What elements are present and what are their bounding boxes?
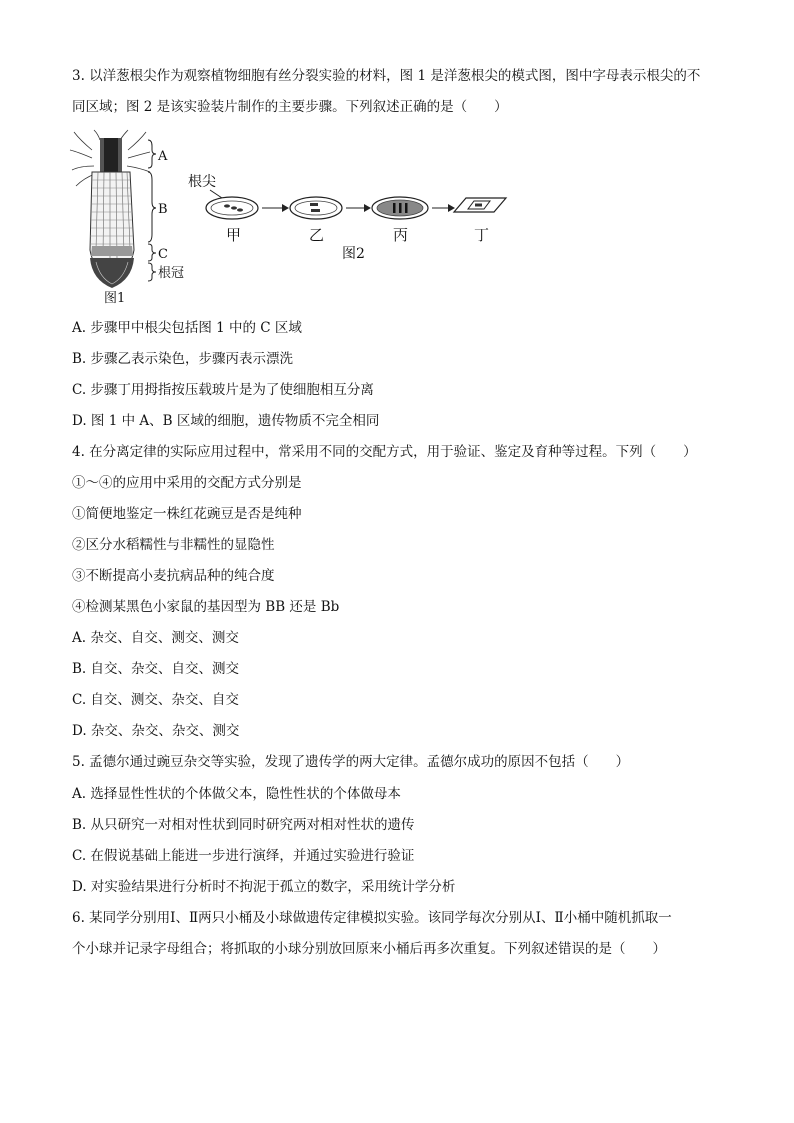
q4-item-1: ①简便地鉴定一株红花豌豆是否是纯种 (72, 506, 302, 522)
q4-option-b: B. 自交、杂交、自交、测交 (72, 661, 240, 677)
figure1-brackets (148, 140, 156, 281)
q5-option-c: C. 在假说基础上能进一步进行演绎，并通过实验进行验证 (72, 848, 415, 864)
q3-stem-line1: 3. 以洋葱根尖作为观察植物细胞有丝分裂实验的材料，图 1 是洋葱根尖的模式图，图中字母表示根尖的不 (72, 68, 701, 84)
q3-option-a: A. 步骤甲中根尖包括图 1 中的 C 区域 (72, 320, 302, 336)
figure2-step-ding-label: 丁 (474, 226, 490, 244)
figure2-root-tip-label: 根尖 (188, 174, 216, 190)
q4-stem-line1: 4. 在分离定律的实际应用过程中，常采用不同的交配方式，用于验证、鉴定及育种等过程。下列（ ） (72, 444, 697, 460)
q4-item-4: ④检测某黑色小家鼠的基因型为 BB 还是 Bb (72, 599, 340, 615)
q4-option-d: D. 杂交、杂交、杂交、测交 (72, 723, 240, 739)
q4-item-2: ②区分水稻糯性与非糯性的显隐性 (72, 537, 275, 553)
figure2-step-jia-label: 甲 (226, 226, 242, 244)
figure1-root-tip-drawing (70, 130, 150, 288)
figure1-label-c: C (158, 247, 168, 262)
q5-option-b: B. 从只研究一对相对性状到同时研究两对相对性状的遗传 (72, 817, 415, 833)
q3-option-b: B. 步骤乙表示染色，步骤丙表示漂洗 (72, 351, 294, 367)
q3-figures (0, 0, 794, 320)
figure2-caption: 图2 (342, 246, 365, 262)
figure2-slide-ding (454, 198, 506, 212)
figure1-label-a: A (158, 149, 168, 164)
figure2-arrowhead-3 (448, 204, 455, 212)
q5-option-d: D. 对实验结果进行分析时不拘泥于孤立的数字，采用统计学分析 (72, 879, 456, 895)
q4-item-3: ③不断提高小麦抗病品种的纯合度 (72, 568, 275, 584)
q4-option-c: C. 自交、测交、杂交、自交 (72, 692, 239, 708)
q3-stem-line2: 同区域；图 2 是该实验装片制作的主要步骤。下列叙述正确的是（ ） (72, 99, 508, 115)
q3-option-c: C. 步骤丁用拇指按压载玻片是为了使细胞相互分离 (72, 382, 374, 398)
figure1-label-root-cap: 根冠 (158, 266, 185, 281)
figure2-arrowhead-1 (282, 204, 289, 212)
q3-option-d: D. 图 1 中 A、B 区域的细胞，遗传物质不完全相同 (72, 413, 380, 429)
q6-stem-line1: 6. 某同学分别用Ⅰ、Ⅱ两只小桶及小球做遗传定律模拟实验。该同学每次分别从Ⅰ、Ⅱ小桶中随机抓取一 (72, 910, 672, 926)
figure2-dish-yi (290, 197, 342, 219)
q5-option-a: A. 选择显性性状的个体做父本，隐性性状的个体做母本 (72, 786, 401, 802)
figure2-step-bing-label: 丙 (393, 226, 409, 244)
q5-stem: 5. 孟德尔通过豌豆杂交等实验，发现了遗传学的两大定律。孟德尔成功的原因不包括（ ） (72, 754, 630, 770)
q4-option-a: A. 杂交、自交、测交、测交 (72, 630, 239, 646)
figure1-caption: 图1 (104, 291, 126, 306)
q6-stem-line2: 个小球并记录字母组合；将抓取的小球分别放回原来小桶后再多次重复。下列叙述错误的是（ ） (72, 941, 666, 957)
figure2-arrowhead-2 (364, 204, 371, 212)
figure2-dish-bing (372, 197, 428, 219)
figure2-step-yi-label: 乙 (309, 226, 325, 244)
figure1-label-b: B (158, 202, 168, 217)
q4-stem-line2: ①～④的应用中采用的交配方式分别是 (72, 475, 302, 491)
figure2-dish-jia (206, 197, 258, 219)
